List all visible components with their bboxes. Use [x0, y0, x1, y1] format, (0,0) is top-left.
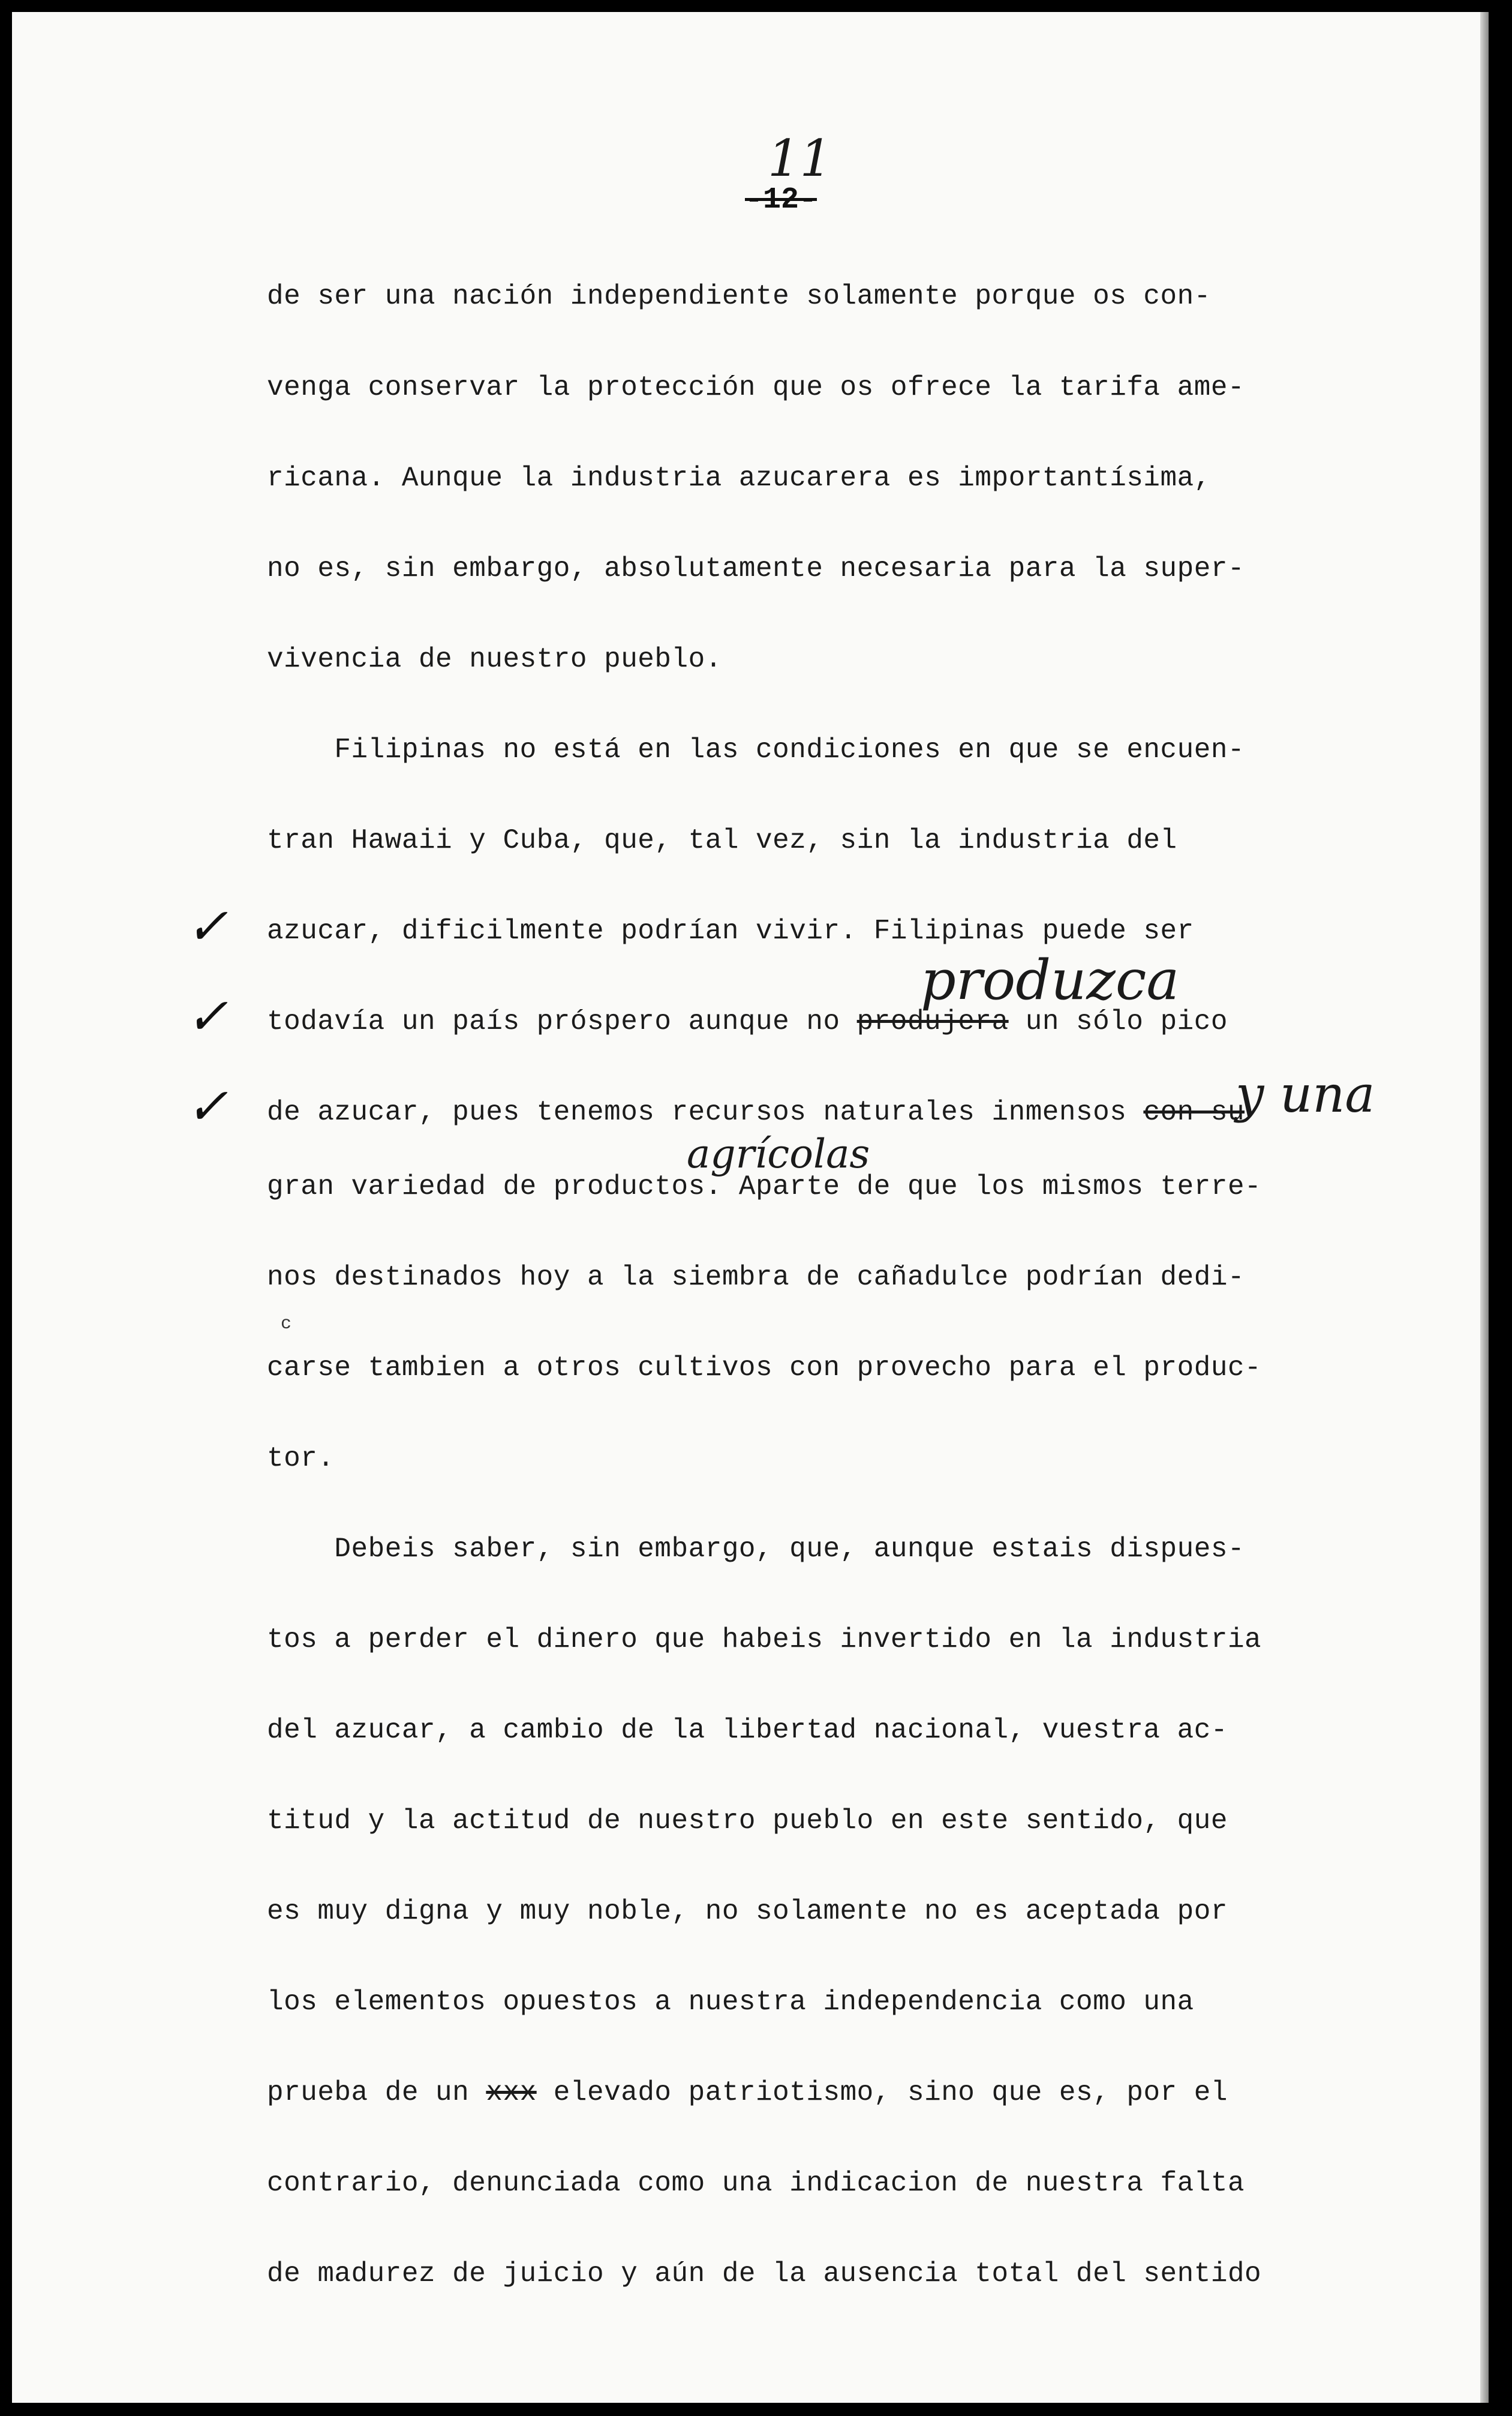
text-line: contrario, denunciada como una indicacion de nuestra falta [267, 2168, 1245, 2199]
handwritten-insertion-produzca: produzca [921, 948, 1180, 1012]
text-line: azucar, dificilmente podrían vivir. Filipinas puede ser [267, 916, 1194, 947]
struck-word: xxx [486, 2077, 537, 2108]
stray-mark: c [281, 1314, 292, 1334]
document-page [12, 12, 1489, 2403]
check-mark-icon: ✓ [186, 987, 229, 1046]
text-line-edited: prueba de un xxx elevado patriotismo, sino que es, por el [267, 2077, 1228, 2108]
text-line: no es, sin embargo, absolutamente necesaria para la super- [267, 553, 1245, 584]
text-line: es muy digna y muy noble, no solamente no es aceptada por [267, 1896, 1228, 1927]
handwritten-page-number: 11 [768, 129, 832, 188]
text-line: tor. [267, 1443, 335, 1474]
text-line: ricana. Aunque la industria azucarera es importantísima, [267, 463, 1211, 494]
handwritten-insertion-y-una: y una [1236, 1065, 1375, 1124]
text-line: carse tambien a otros cultivos con provecho para el produc- [267, 1352, 1262, 1383]
struck-word: produjera [856, 1006, 1009, 1037]
text-line: titud y la actitud de nuestro pueblo en este sentido, que [267, 1805, 1228, 1836]
text-line: del azucar, a cambio de la libertad nacional, vuestra ac- [267, 1715, 1228, 1746]
text-line-edited: todavía un país próspero aunque no produjera un sólo pico [267, 1006, 1228, 1037]
handwritten-insertion-agricolas: agrícolas [687, 1131, 870, 1177]
text-line: los elementos opuestos a nuestra independencia como una [267, 1986, 1194, 2018]
check-mark-icon: ✓ [186, 897, 229, 956]
text-line: tran Hawaii y Cuba, que, tal vez, sin la industria del [267, 825, 1177, 856]
text-line-edited: de azucar, pues tenemos recursos naturales inmensos con su [267, 1097, 1245, 1128]
text-line: Filipinas no está en las condiciones en que se encuen- [267, 734, 1245, 766]
text-line: vivencia de nuestro pueblo. [267, 644, 722, 675]
scan-edge [1480, 12, 1489, 2403]
text-line: Debeis saber, sin embargo, que, aunque estais dispues- [267, 1533, 1245, 1565]
text-line: gran variedad de productos. Aparte de que los mismos terre- [267, 1171, 1262, 1202]
text-line: nos destinados hoy a la siembra de cañadulce podrían dedi- [267, 1262, 1245, 1293]
typed-page-number: -12- [745, 183, 817, 217]
text-line: venga conservar la protección que os ofrece la tarifa ame- [267, 372, 1245, 403]
text-line: de madurez de juicio y aún de la ausencia total del sentido [267, 2258, 1262, 2289]
text-line: de ser una nación independiente solamente porque os con- [267, 281, 1211, 312]
text-line: tos a perder el dinero que habeis invertido en la industria [267, 1624, 1262, 1655]
struck-word: con su [1143, 1097, 1245, 1128]
check-mark-icon: ✓ [186, 1077, 229, 1136]
